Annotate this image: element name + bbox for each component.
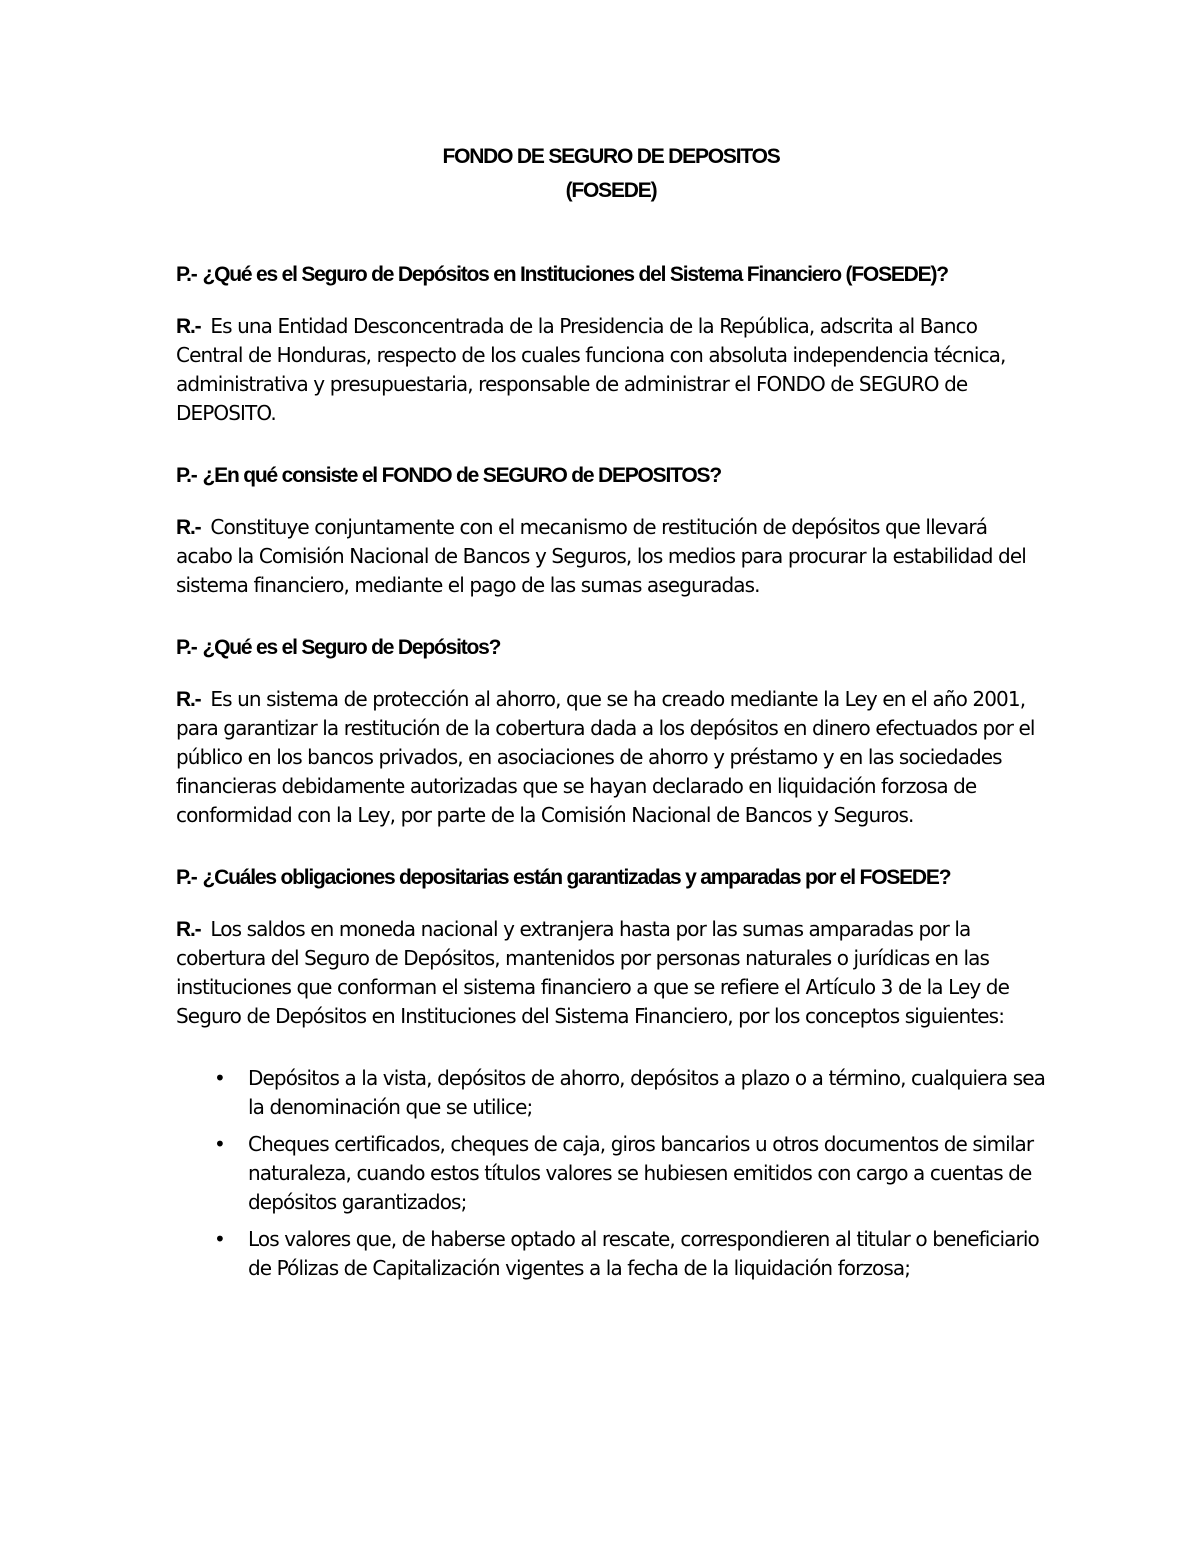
answer-3	[176, 685, 1046, 830]
bullet-icon: •	[214, 1066, 225, 1090]
list-item	[176, 1064, 1046, 1122]
answer-2	[176, 513, 1046, 600]
qa-block-3	[176, 633, 1046, 830]
question-prefix: P.-	[176, 866, 197, 889]
list-item-text: Los valores que, de haberse optado al rescate, correspondieren al titular o beneficiario de Pólizas de Capitalización vigentes a la fecha de la liquidación forzosa;	[248, 1227, 1039, 1280]
answer-4	[176, 915, 1046, 1031]
list-item	[176, 1225, 1046, 1283]
answer-1	[176, 312, 1046, 428]
qa-block-4	[176, 863, 1046, 1031]
question-prefix: P.-	[176, 263, 197, 286]
answer-prefix: R.-	[176, 688, 201, 711]
document-title-line2: (FOSEDE)	[565, 179, 657, 202]
document-page	[176, 140, 1046, 1291]
answer-prefix: R.-	[176, 918, 201, 941]
answer-prefix: R.-	[176, 516, 201, 539]
qa-block-1	[176, 260, 1046, 428]
question-4	[176, 863, 1046, 892]
qa-block-2	[176, 461, 1046, 600]
answer-text: Los saldos en moneda nacional y extranjera hasta por las sumas amparadas por la cobertura del Seguro de Depósitos, mantenidos por personas naturales o jurídicas en las instituciones que conforman el sistema financiero a que se refiere el Artículo 3 de la Ley de Seguro de Depósitos en Instituciones del Sistema Financiero, por los conceptos siguientes:	[176, 917, 1009, 1028]
question-prefix: P.-	[176, 464, 197, 487]
list-item	[176, 1130, 1046, 1217]
question-prefix: P.-	[176, 636, 197, 659]
question-text: ¿Cuáles obligaciones depositarias están garantizadas y amparadas por el FOSEDE?	[202, 866, 951, 889]
list-item-text: Depósitos a la vista, depósitos de ahorro, depósitos a plazo o a término, cualquiera sea la denominación que se utilice;	[248, 1066, 1045, 1119]
coverage-list	[176, 1064, 1046, 1283]
question-text: ¿Qué es el Seguro de Depósitos en Instituciones del Sistema Financiero (FOSEDE)?	[202, 263, 948, 286]
answer-prefix: R.-	[176, 315, 201, 338]
answer-text: Es una Entidad Desconcentrada de la Presidencia de la República, adscrita al Banco Central de Honduras, respecto de los cuales funciona con absoluta independencia técnica, administrativa y presupuestaria, responsable de administrar el FONDO de SEGURO de DEPOSITO.	[176, 314, 1006, 425]
bullet-icon: •	[214, 1227, 225, 1251]
question-3	[176, 633, 1046, 662]
answer-text: Es un sistema de protección al ahorro, que se ha creado mediante la Ley en el año 2001, para garantizar la restitución de la cobertura dada a los depósitos en dinero efectuados por el público en los bancos privados, en asociaciones de ahorro y préstamo y en las sociedades financieras debidamente autorizadas que se hayan declarado en liquidación forzosa de conformidad con la Ley, por parte de la Comisión Nacional de Bancos y Seguros.	[176, 687, 1035, 827]
bullet-icon: •	[214, 1132, 225, 1156]
answer-text: Constituye conjuntamente con el mecanismo de restitución de depósitos que llevará acabo la Comisión Nacional de Bancos y Seguros, los medios para procurar la estabilidad del sistema financiero, mediante el pago de las sumas aseguradas.	[176, 515, 1026, 597]
document-title-line1: FONDO DE SEGURO DE DEPOSITOS	[442, 145, 780, 168]
question-1	[176, 260, 1046, 289]
question-text: ¿Qué es el Seguro de Depósitos?	[202, 636, 501, 659]
question-text: ¿En qué consiste el FONDO de SEGURO de DEPOSITOS?	[202, 464, 721, 487]
list-item-text: Cheques certificados, cheques de caja, giros bancarios u otros documentos de similar naturaleza, cuando estos títulos valores se hubiesen emitidos con cargo a cuentas de depósitos garantizados;	[248, 1132, 1034, 1214]
question-2	[176, 461, 1046, 490]
